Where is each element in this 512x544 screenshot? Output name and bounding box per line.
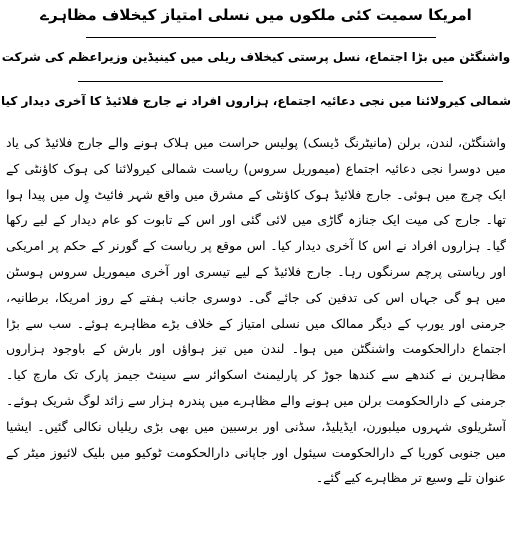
headline-sub-2: شمالی کیرولائنا میں نجی دعائیہ اجتماع، ہزاروں افراد نے جارج فلائیڈ کا آخری دیدار کیا [0,94,511,108]
article-body: واشنگٹن، لندن، برلن (مانیٹرنگ ڈیسک) پولیس حراست میں ہلاک ہونے والے جارج فلائیڈ کی یاد میں دوسرا نجی دعائیہ اجتماع (میموریل سروس) ریاست شمالی کیرولائنا کی ہوک کاؤنٹی کے ایک چرچ میں ہوئی۔ جارج فلائیڈ ہوک کاؤنٹی کے مشرق میں واقع شہر فائیٹ وِل میں پیدا ہوا تھا۔ جارج کی میت ایک جنازہ گاڑی میں لائی گئی اور اس کے تابوت کو عام دیدار کے لیے رکھا گیا۔ ہزاروں افراد نے اس کا آخری دیدار کیا۔ اس موقع پر ریاست کے گورنر کے حکم پر امریکی اور ریاستی پرچم سرنگوں رہا۔ جارج فلائیڈ کے لیے تیسری اور آخری میموریل سروس ہوسٹن میں ہو گی جہاں اس کی تدفین کی جائے گی۔ دوسری جانب ہفتے کے روز امریکا، برطانیہ، جرمنی اور یورپ کے دیگر ممالک میں نسلی امتیاز کے خلاف بڑے مظاہرے ہوئے۔ سب سے بڑا اجتماع دارالحکومت واشنگٹن میں ہوا۔ لندن میں تیز ہواؤں اور بارش کے باوجود ہزاروں مظاہرین نے کندھے سے کندھا جوڑ کر پارلیمنٹ اسکوائر سے سینٹ جیمز پارک تک مارچ کیا۔ جرمنی کے دارالحکومت برلن میں ہونے والے مظاہرے میں پندرہ ہزار سے زائد لوگ شریک ہوئے۔ آسٹریلوی شہروں میلبورن، ایڈیلیڈ، سڈنی اور برسبین میں بھی بڑی ریلیاں نکالی گئیں۔ ایشیا میں جنوبی کوریا کے دارالحکومت سیئول اور جاپانی دارالحکومت ٹوکیو میں بلیک لائیوز میٹر کے عنوان تلے وسیع تر مظاہرے کیے گئے۔ [6,135,506,486]
headline-divider [86,37,436,38]
headline-main: امریکا سمیت کئی ملکوں میں نسلی امتیاز کیخلاف مظاہرے [40,6,472,24]
headline-divider [78,81,443,82]
headline-sub-1: واشنگٹن میں بڑا اجتماع، نسل پرستی کیخلاف ریلی میں کینیڈین وزیراعظم کی شرکت [1,50,511,64]
